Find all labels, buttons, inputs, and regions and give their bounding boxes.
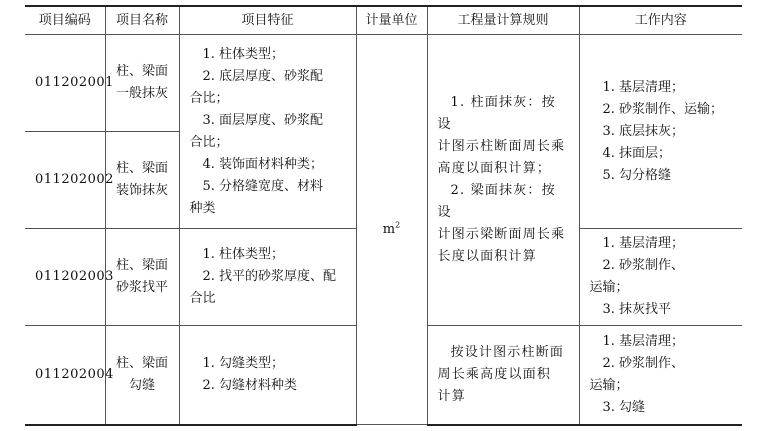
work-line: 3. 勾缝	[602, 399, 646, 415]
feature-line: 1. 柱体类型；	[202, 46, 285, 62]
work-line: 2. 砂浆制作、	[602, 355, 685, 371]
item-code: 011202004	[25, 326, 105, 425]
feature-line: 3. 面层厚度、砂浆配	[202, 112, 324, 128]
work-cell	[579, 229, 742, 326]
header-features: 项目特征	[179, 6, 356, 35]
work-line: 3. 底层抹灰；	[602, 123, 685, 139]
feature-line: 合比；	[189, 134, 229, 150]
work-line: 1. 基层清理；	[602, 236, 685, 251]
features-cell	[179, 35, 356, 229]
item-name-line: 柱、梁面	[115, 64, 168, 79]
header-code: 项目编码	[25, 6, 105, 35]
work-line: 1. 基层清理；	[602, 79, 685, 95]
item-name-line: 柱、梁面	[115, 258, 168, 273]
feature-line: 合比	[189, 291, 216, 306]
header-rule: 工程量计算规则	[427, 6, 579, 35]
rule-cell	[427, 326, 579, 425]
features-cell	[179, 326, 356, 425]
header-work: 工作内容	[579, 6, 742, 35]
work-line: 2. 砂浆制作、运输；	[602, 101, 724, 117]
item-name-line: 柱、梁面	[115, 161, 168, 176]
features-cell	[179, 229, 356, 326]
work-line: 1. 基层清理；	[602, 333, 685, 349]
item-name	[105, 35, 179, 132]
feature-line: 1. 柱体类型；	[202, 247, 285, 262]
header-unit: 计量单位	[356, 6, 427, 35]
rule-line: 计图示梁断面周长乘	[437, 227, 566, 242]
unit-cell	[356, 35, 427, 425]
item-name	[105, 229, 179, 326]
rule-line: 计算	[437, 388, 466, 404]
unit-base: m	[382, 221, 396, 237]
rule-line: 长度以面积计算	[437, 249, 537, 264]
work-line: 运输；	[589, 280, 629, 295]
feature-line: 5. 分格缝宽度、材料	[202, 178, 324, 194]
feature-line: 种类	[189, 200, 216, 216]
feature-line: 2. 勾缝材料种类	[202, 377, 298, 393]
item-code: 011202001	[25, 35, 105, 132]
work-cell	[579, 326, 742, 425]
rule-line: 周长乘高度以面积	[437, 366, 552, 382]
item-name-line: 砂浆找平	[115, 280, 168, 295]
header-row	[25, 6, 742, 35]
feature-line: 2. 找平的砂浆厚度、配	[202, 269, 337, 284]
rule-line: 2. 梁面抹灰：按设	[437, 183, 556, 220]
item-name-line: 一般抹灰	[115, 86, 168, 101]
work-line: 4. 抹面层；	[602, 145, 672, 161]
rule-line: 计图示柱断面周长乘	[437, 139, 566, 154]
quantity-table	[25, 5, 742, 426]
feature-line: 2. 底层厚度、砂浆配	[202, 68, 324, 84]
rule-cell	[427, 35, 579, 326]
work-line: 2. 砂浆制作、	[602, 258, 685, 273]
work-cell	[579, 35, 742, 229]
item-name-line: 勾缝	[128, 377, 155, 393]
work-line: 5. 勾分格缝	[602, 167, 672, 183]
table-row	[25, 35, 742, 132]
rule-line: 按设计图示柱断面	[450, 344, 565, 360]
header-name: 项目名称	[105, 6, 179, 35]
item-name	[105, 132, 179, 229]
rule-line: 1. 柱面抹灰：按设	[437, 95, 556, 132]
feature-line: 4. 装饰面材料种类；	[202, 156, 324, 172]
work-line: 3. 抹灰找平	[602, 302, 672, 317]
feature-line: 1. 勾缝类型；	[202, 355, 285, 371]
work-line: 运输；	[589, 377, 629, 393]
item-name-line: 装饰抹灰	[115, 183, 168, 198]
rule-line: 高度以面积计算；	[437, 161, 552, 176]
item-code: 011202003	[25, 229, 105, 326]
feature-line: 合比；	[189, 90, 229, 106]
unit-exponent: 2	[395, 220, 401, 230]
item-code: 011202002	[25, 132, 105, 229]
item-name	[105, 326, 179, 425]
item-name-line: 柱、梁面	[115, 355, 168, 371]
